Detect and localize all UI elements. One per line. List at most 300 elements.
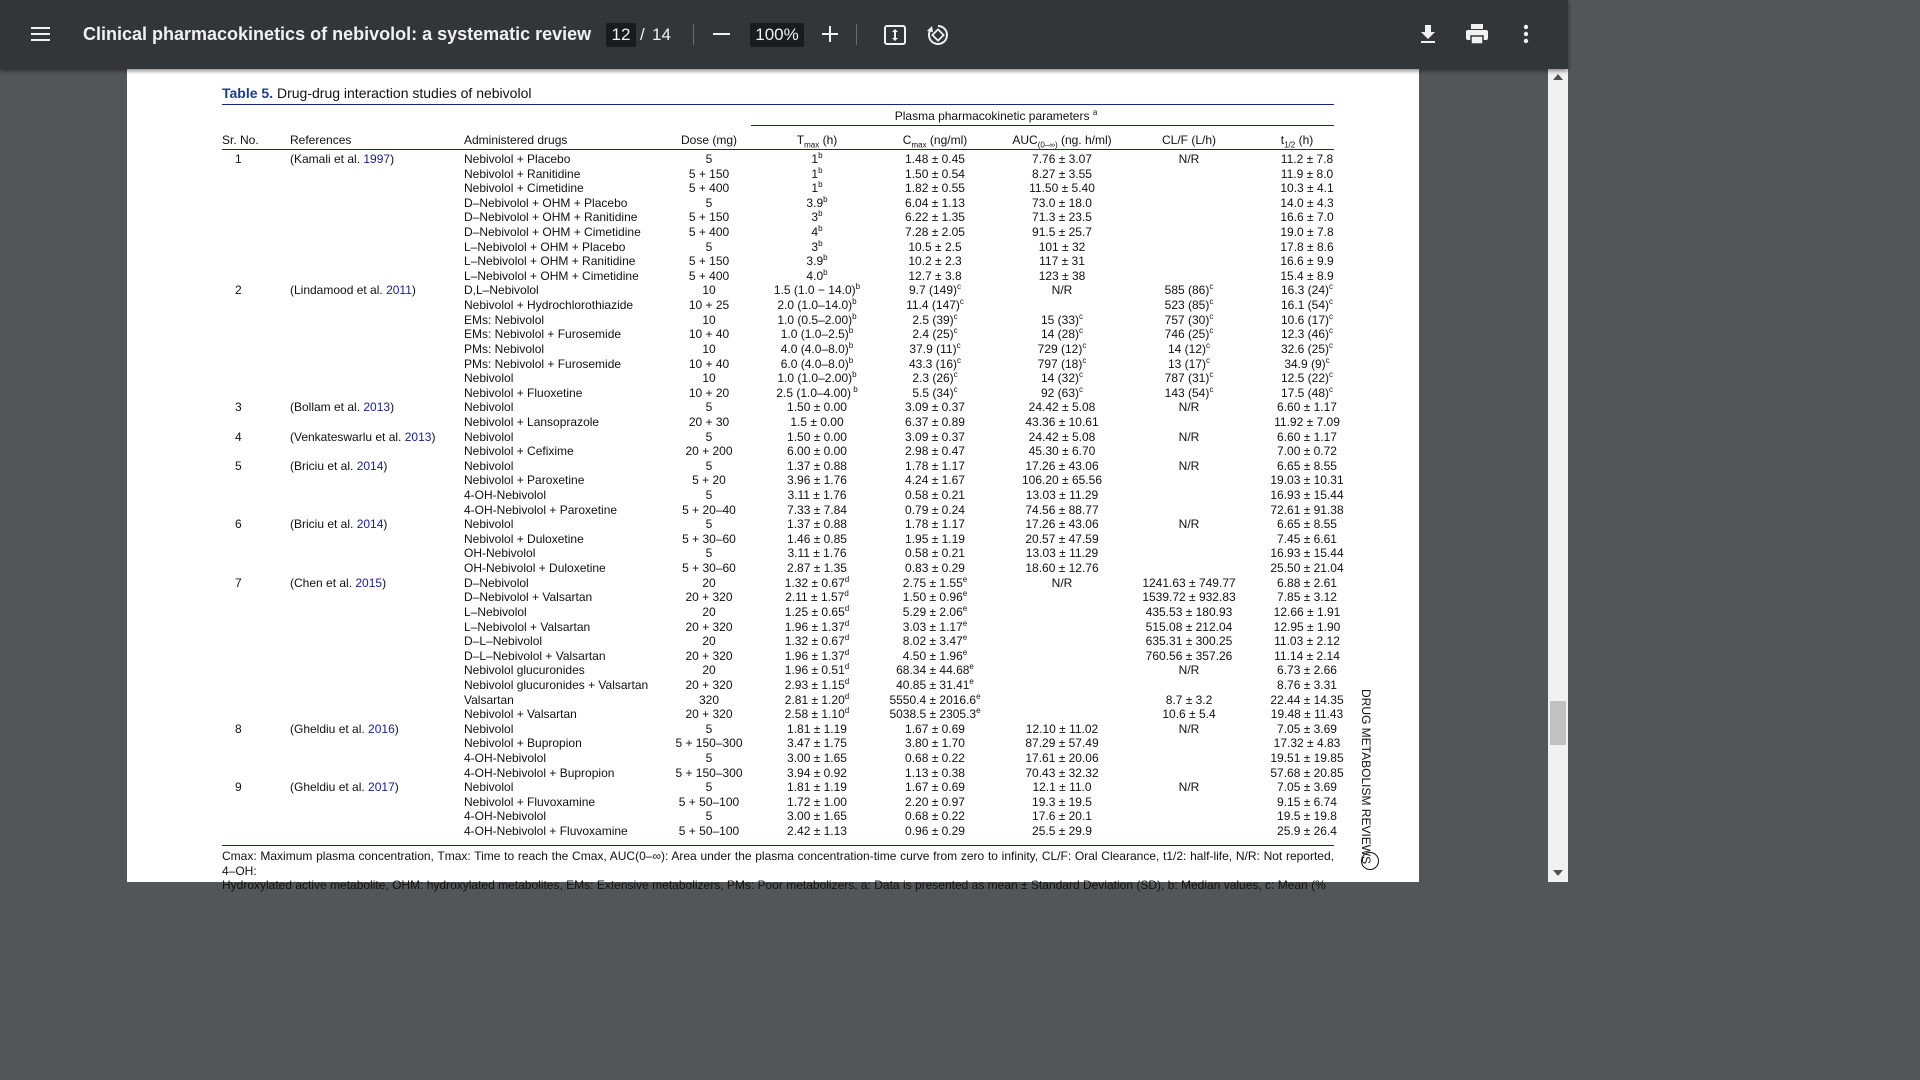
table-row [127, 269, 1419, 284]
cell-drug [464, 634, 542, 649]
cell-tmax [787, 780, 847, 795]
table-row [127, 707, 1419, 722]
cell-auc-footnote-mark: c [1079, 311, 1084, 321]
cell-tmax-footnote-mark: b [818, 224, 823, 234]
cell-dose [706, 430, 713, 445]
cell-tmax-value: 1.81 ± 1.19 [787, 721, 847, 736]
cell-drug [464, 181, 584, 196]
cell-tmax [785, 663, 849, 678]
cell-dose [685, 620, 732, 635]
cell-t12-value: 16.1 (54) [1280, 298, 1330, 313]
cell-tmax-footnote-mark: b [848, 355, 854, 365]
cell-t12-value: 6.60 ± 1.17 [1277, 429, 1337, 444]
cell-clf-value: 435.53 ± 180.93 [1145, 604, 1233, 619]
cell-cmax-footnote-mark: c [953, 384, 958, 394]
cell-auc [1029, 181, 1095, 196]
cell-t12 [1281, 283, 1333, 298]
cell-tmax [806, 254, 827, 269]
cell-dose-value: 20 + 320 [685, 590, 733, 605]
cell-auc [1025, 561, 1098, 576]
cell-tmax [806, 269, 827, 284]
cell-cmax [905, 766, 965, 781]
cell-tmax-value: 1.0 (0.5–2.00) [777, 312, 853, 327]
cell-tmax-value: 1.32 ± 0.67 [784, 634, 845, 649]
cell-dose-value: 10 + 20 [688, 385, 730, 400]
cell-drug-value: D,L–Nebivolol [464, 283, 539, 298]
cell-tmax-value: 6.00 ± 0.00 [787, 444, 847, 459]
cell-t12-value: 6.73 ± 2.66 [1277, 663, 1337, 678]
cell-t12-value: 7.00 ± 0.72 [1277, 444, 1337, 459]
reference-year-link[interactable]: 2015 [355, 575, 383, 590]
table-row [127, 620, 1419, 635]
cell-tmax-footnote-mark: d [844, 706, 850, 716]
cell-clf [1146, 634, 1233, 649]
cell-t12-footnote-mark: c [1329, 384, 1334, 394]
cell-auc [1029, 444, 1096, 459]
table-row [127, 400, 1419, 415]
cell-t12-value: 16.6 ± 9.9 [1280, 254, 1334, 269]
cell-t12-value: 19.5 ± 19.8 [1277, 809, 1337, 824]
reference-year-link[interactable]: 2013 [404, 429, 432, 444]
cell-dose [689, 181, 729, 196]
reference-year-link[interactable]: 2013 [363, 400, 391, 415]
cell-sr [235, 283, 242, 298]
cell-reference [290, 722, 399, 737]
cell-tmax-value: 3.94 ± 0.92 [787, 765, 847, 780]
cell-clf [1179, 400, 1200, 415]
cell-t12-value: 6.60 ± 1.17 [1277, 400, 1337, 415]
cell-clf-footnote-mark: c [1209, 384, 1214, 394]
cell-tmax-footnote-mark: b [855, 282, 861, 292]
cell-drug-value: 4-OH-Nebivolol + Bupropion [464, 765, 615, 780]
header-t12-base: t [1280, 133, 1285, 147]
cell-t12 [1280, 240, 1333, 255]
cell-tmax-value: 1.0 (1.0–2.5) [780, 327, 849, 342]
cell-cmax-footnote-mark: e [969, 676, 974, 686]
cell-t12 [1281, 313, 1333, 328]
cell-drug-value: L–Nebivolol + OHM + Cimetidine [464, 268, 639, 283]
cell-tmax [785, 693, 849, 708]
cell-dose [685, 678, 732, 693]
reference-year-link[interactable]: 2017 [368, 780, 395, 795]
cell-cmax-value: 9.7 (149) [908, 283, 958, 298]
cell-t12 [1270, 488, 1343, 503]
cell-tmax-footnote-mark: b [851, 384, 858, 394]
cell-dose-value: 5 + 50–100 [678, 824, 740, 839]
cell-tmax [785, 620, 849, 635]
cell-dose-value: 20 + 320 [685, 648, 733, 663]
header-cmax-base: C [902, 133, 912, 147]
cell-dose [689, 298, 729, 313]
cell-tmax [787, 751, 847, 766]
cell-tmax-value: 4 [811, 225, 819, 240]
cell-auc-value: 12.1 ± 11.0 [1032, 780, 1092, 795]
cell-cmax-value: 0.79 ± 0.24 [905, 502, 965, 517]
cell-dose [702, 342, 715, 357]
cell-t12-footnote-mark: c [1329, 282, 1334, 292]
cell-cmax [903, 634, 967, 649]
cell-drug-value: PMs: Nebivolol + Furosemide [464, 356, 622, 371]
cell-t12-value: 12.3 (46) [1280, 327, 1330, 342]
table-row [127, 546, 1419, 561]
cell-tmax-value: 3.9 [806, 254, 824, 269]
cell-cmax [889, 707, 980, 722]
cell-auc-footnote-mark: c [1082, 340, 1087, 350]
cell-cmax-footnote-mark: c [953, 370, 958, 380]
cell-t12-value: 16.3 (24) [1280, 283, 1330, 298]
cell-tmax-value: 7.33 ± 7.84 [787, 502, 847, 517]
table-row [127, 663, 1419, 678]
cell-drug-value: L–Nebivolol + OHM + Placebo [464, 239, 626, 254]
cell-sr [235, 517, 242, 532]
cell-dose-value: 5 + 20–40 [682, 502, 736, 517]
cell-tmax [811, 167, 822, 182]
header-clf: CL/F (L/h) [1161, 133, 1217, 147]
cell-auc [1025, 415, 1098, 430]
cell-auc-value: 123 ± 38 [1038, 268, 1086, 283]
cell-cmax [905, 824, 965, 839]
cell-tmax [787, 517, 847, 532]
cell-clf-footnote-mark: c [1209, 370, 1214, 380]
cell-clf-value: 10.6 ± 5.4 [1162, 707, 1216, 722]
cell-cmax-footnote-mark: e [962, 647, 968, 657]
cell-t12 [1271, 707, 1343, 722]
cell-tmax [787, 400, 847, 415]
cell-t12-value: 12.95 ± 1.90 [1273, 619, 1341, 634]
reference-authors: (Venkateswarlu et al. [290, 429, 405, 444]
cell-cmax-value: 2.75 ± 1.55 [902, 575, 963, 590]
table-row [127, 590, 1419, 605]
table-row [127, 313, 1419, 328]
cell-tmax-footnote-mark: d [844, 647, 850, 657]
reference-year-link[interactable]: 2014 [356, 458, 384, 473]
reference-year-link[interactable]: 2011 [386, 283, 412, 298]
cell-t12 [1274, 415, 1340, 430]
cell-auc-footnote-mark: c [1079, 326, 1084, 336]
reference-year-link[interactable]: 2014 [356, 517, 384, 532]
cell-t12 [1270, 751, 1343, 766]
scrollbar-track[interactable] [1548, 69, 1568, 882]
cell-cmax-footnote-mark: c [956, 340, 961, 350]
reference-close: ) [383, 517, 388, 532]
cell-auc [1032, 809, 1092, 824]
cell-dose-value: 5 [705, 546, 713, 561]
cell-dose [706, 809, 713, 824]
cell-t12 [1280, 225, 1333, 240]
cell-clf [1146, 620, 1233, 635]
cell-cmax-value: 1.78 ± 1.17 [905, 458, 965, 473]
menu-icon[interactable] [28, 22, 54, 46]
zoom-level-input[interactable]: 100% [750, 23, 804, 47]
cell-sr-value: 5 [235, 458, 242, 473]
cell-tmax-value: 3.9 [806, 195, 824, 210]
cell-t12 [1270, 561, 1343, 576]
cell-t12-value: 8.76 ± 3.31 [1277, 677, 1337, 692]
cell-tmax-footnote-mark: d [844, 574, 850, 584]
cell-t12-value: 16.6 ± 7.0 [1280, 210, 1334, 225]
cell-t12 [1277, 459, 1337, 474]
cell-clf [1146, 605, 1233, 620]
cell-tmax-value: 3.00 ± 1.65 [787, 750, 847, 765]
header-administered-drugs: Administered drugs [464, 133, 568, 147]
cell-dose [689, 357, 729, 372]
cell-cmax [896, 663, 974, 678]
cell-cmax [908, 254, 961, 269]
cell-cmax-value: 1.48 ± 0.45 [905, 152, 965, 166]
header-cmax-sub: max [911, 140, 927, 150]
cell-drug-value: Nebivolol + Hydrochlorothiazide [464, 298, 634, 313]
cell-tmax [787, 561, 847, 576]
cell-tmax-value: 2.0 (1.0–14.0) [777, 298, 853, 313]
cell-drug [464, 415, 599, 430]
cell-auc-value: 15 (33) [1040, 312, 1080, 327]
cell-drug [464, 473, 584, 488]
cell-cmax [905, 210, 965, 225]
cell-dose [689, 415, 729, 430]
cell-dose-value: 5 [705, 488, 713, 503]
cell-cmax [905, 722, 965, 737]
cell-t12-value: 7.05 ± 3.69 [1277, 780, 1337, 795]
cell-tmax-value: 1.46 ± 0.85 [787, 531, 847, 546]
cell-sr [235, 722, 242, 737]
cell-t12-footnote-mark: c [1329, 311, 1334, 321]
reference-close: ) [390, 400, 395, 415]
table-bottom-rule [222, 845, 1334, 846]
cell-auc-value: 797 (18) [1037, 356, 1083, 371]
download-icon[interactable] [1417, 23, 1439, 45]
cell-t12-value: 15.4 ± 8.9 [1280, 268, 1334, 283]
cell-tmax [785, 590, 849, 605]
reference-authors: (Chen et al. [290, 575, 356, 590]
cell-dose [702, 371, 715, 386]
cell-reference [290, 517, 387, 532]
cell-cmax-value: 1.95 ± 1.19 [905, 531, 965, 546]
page-number-input[interactable]: 12 [606, 23, 636, 47]
header-tmax-sub: max [804, 140, 820, 150]
cell-clf-value: 757 (30) [1164, 312, 1210, 327]
cell-t12 [1281, 342, 1333, 357]
cell-tmax [777, 313, 856, 328]
table-row [127, 605, 1419, 620]
cell-cmax-value: 12.7 ± 3.8 [908, 268, 962, 283]
cell-auc-value: 17.26 ± 43.06 [1025, 458, 1099, 473]
cell-cmax [903, 590, 967, 605]
cell-drug-value: 4-OH-Nebivolol [464, 750, 547, 765]
cell-auc [1025, 503, 1098, 518]
zoom-in-icon[interactable] [820, 24, 840, 44]
cell-dose [685, 707, 732, 722]
header-auc-base: AUC [1012, 133, 1038, 147]
reference-authors: (Lindamood et al. [290, 283, 387, 298]
cell-dose [689, 386, 729, 401]
cell-auc [1029, 400, 1096, 415]
cell-auc-value: 19.3 ± 19.5 [1032, 794, 1092, 809]
table-row [127, 722, 1419, 737]
cell-drug [464, 532, 584, 547]
cell-auc-value: 45.30 ± 6.70 [1028, 444, 1096, 459]
table-row [127, 488, 1419, 503]
cell-t12-footnote-mark: c [1325, 355, 1330, 365]
cell-cmax [905, 751, 965, 766]
cell-auc [1022, 473, 1102, 488]
cell-tmax-value: 1.81 ± 1.19 [787, 780, 847, 795]
cell-auc-value: 70.43 ± 32.32 [1025, 765, 1099, 780]
cell-t12-value: 25.50 ± 21.04 [1270, 561, 1344, 576]
cell-cmax-value: 5.5 (34) [912, 385, 954, 400]
cell-cmax [905, 167, 965, 182]
more-vert-icon[interactable] [1517, 24, 1535, 46]
cell-tmax [787, 503, 847, 518]
cell-dose [702, 634, 715, 649]
cell-auc-value: 87.29 ± 57.49 [1025, 736, 1099, 751]
cell-tmax-value: 1.96 ± 1.37 [784, 648, 845, 663]
journal-logo-icon [1361, 852, 1379, 870]
cell-tmax [781, 357, 854, 372]
cell-cmax-value: 0.58 ± 0.21 [905, 488, 965, 503]
cell-tmax-footnote-mark: b [818, 151, 823, 160]
scroll-up-arrow-icon[interactable] [1553, 74, 1563, 80]
cell-cmax [912, 313, 957, 328]
table-row [127, 459, 1419, 474]
cell-auc-value: 17.6 ± 20.1 [1032, 809, 1092, 824]
page-separator: / [640, 25, 645, 44]
cell-t12-footnote-mark: c [1329, 340, 1334, 350]
cell-cmax-value: 1.13 ± 0.38 [905, 765, 965, 780]
cell-clf-value: N/R [1178, 663, 1200, 678]
cell-drug [464, 693, 514, 708]
cell-drug-value: Nebivolol + Cefixime [464, 444, 574, 459]
cell-t12 [1274, 736, 1341, 751]
header-references: References [290, 133, 352, 147]
cell-drug-value: EMs: Nebivolol [464, 312, 545, 327]
cell-dose-value: 20 [702, 575, 716, 590]
rotate-icon[interactable] [925, 22, 951, 48]
cell-sr [235, 459, 242, 474]
group-header-text: Plasma pharmacokinetic parameters [894, 109, 1090, 123]
cell-dose [692, 473, 726, 488]
cell-cmax-footnote-mark: c [959, 297, 964, 307]
cell-tmax-footnote-mark: d [844, 676, 850, 686]
cell-clf-value: N/R [1178, 429, 1200, 444]
reference-close: ) [394, 721, 399, 736]
cell-clf-value: N/R [1178, 458, 1200, 473]
cell-t12 [1281, 152, 1333, 167]
cell-tmax [787, 736, 847, 751]
cell-t12-value: 19.51 ± 19.85 [1270, 750, 1344, 765]
cell-drug-value: Nebivolol [464, 517, 514, 532]
cell-auc-footnote-mark: c [1079, 384, 1084, 394]
cell-drug-value: Nebivolol + Placebo [464, 152, 571, 166]
cell-dose-value: 5 + 50–100 [678, 794, 740, 809]
cell-dose-value: 5 [705, 239, 713, 254]
cell-drug-value: 4-OH-Nebivolol + Paroxetine [464, 502, 618, 517]
cell-auc [1041, 371, 1083, 386]
group-header-sup: a [1092, 108, 1098, 117]
cell-t12 [1274, 605, 1341, 620]
table-row [127, 693, 1419, 708]
cell-dose-value: 5 + 30–60 [682, 531, 736, 546]
table-caption-text: Drug-drug interaction studies of nebivolol [276, 85, 532, 101]
print-icon[interactable] [1465, 23, 1489, 45]
cell-dose [675, 736, 742, 751]
cell-t12-value: 6.65 ± 8.55 [1277, 458, 1337, 473]
cell-clf-value: N/R [1178, 400, 1200, 415]
table-row [127, 210, 1419, 225]
cell-sr-value: 8 [235, 721, 242, 736]
cell-clf [1165, 386, 1214, 401]
header-tmax-base: T [796, 133, 805, 147]
cell-cmax-value: 6.04 ± 1.13 [905, 195, 965, 210]
reference-year-link[interactable]: 2016 [368, 721, 395, 736]
page-total: 14 [652, 25, 671, 44]
cell-auc-value: 13.03 ± 11.29 [1025, 546, 1099, 561]
cell-t12 [1277, 722, 1337, 737]
cell-sr [235, 576, 242, 591]
cell-dose-value: 20 + 320 [685, 707, 733, 722]
table-row [127, 780, 1419, 795]
cell-tmax [787, 473, 847, 488]
cell-auc [1032, 780, 1091, 795]
cell-dose-value: 10 [702, 371, 716, 386]
cell-auc-value: 8.27 ± 3.55 [1032, 166, 1092, 181]
cell-tmax-value: 1 [811, 152, 819, 166]
table-row [127, 444, 1419, 459]
cell-dose-value: 10 + 40 [688, 356, 730, 371]
fit-page-icon[interactable] [883, 23, 907, 47]
cell-sr-value: 6 [235, 517, 242, 532]
cell-dose [706, 240, 713, 255]
cell-dose-value: 5 [705, 809, 713, 824]
reference-year-link[interactable]: 1997 [363, 152, 391, 166]
cell-dose-value: 20 + 320 [685, 619, 733, 634]
scroll-down-arrow-icon[interactable] [1553, 870, 1563, 876]
cell-tmax-footnote-mark: d [844, 603, 850, 613]
cell-clf-footnote-mark: c [1209, 311, 1214, 321]
cell-dose-value: 20 [702, 634, 716, 649]
cell-tmax-footnote-mark: b [823, 267, 828, 277]
cell-auc-value: 11.50 ± 5.40 [1029, 181, 1095, 196]
cell-tmax-footnote-mark: b [818, 165, 823, 175]
cell-tmax [811, 152, 822, 167]
cell-tmax-value: 3.00 ± 1.65 [787, 809, 847, 824]
cell-t12 [1270, 546, 1343, 561]
cell-t12-value: 12.5 (22) [1280, 371, 1330, 386]
cell-cmax [905, 225, 965, 240]
cell-tmax-footnote-mark: b [852, 311, 857, 321]
cell-t12 [1274, 649, 1340, 664]
scrollbar-thumb[interactable] [1550, 701, 1566, 745]
cell-t12 [1280, 181, 1333, 196]
table-caption [222, 85, 531, 101]
cell-reference [290, 283, 416, 298]
cell-cmax [905, 546, 965, 561]
cell-t12 [1277, 663, 1337, 678]
cell-tmax-footnote-mark: b [823, 194, 828, 204]
cell-drug-value: D–L–Nebivolol + Valsartan [464, 648, 606, 663]
cell-clf-footnote-mark: c [1206, 340, 1211, 350]
cell-tmax-value: 2.81 ± 1.20 [784, 692, 845, 707]
cell-cmax [905, 809, 965, 824]
cell-sr-value: 2 [235, 283, 242, 298]
cell-t12-footnote-mark: c [1329, 326, 1334, 336]
cell-tmax-footnote-mark: b [818, 209, 823, 219]
cell-dose-value: 20 + 320 [685, 677, 733, 692]
cell-cmax [905, 795, 965, 810]
zoom-out-icon[interactable] [713, 33, 730, 35]
cell-t12-value: 11.9 ± 8.0 [1280, 166, 1334, 181]
cell-auc [1025, 736, 1098, 751]
pdf-toolbar [0, 0, 1568, 69]
